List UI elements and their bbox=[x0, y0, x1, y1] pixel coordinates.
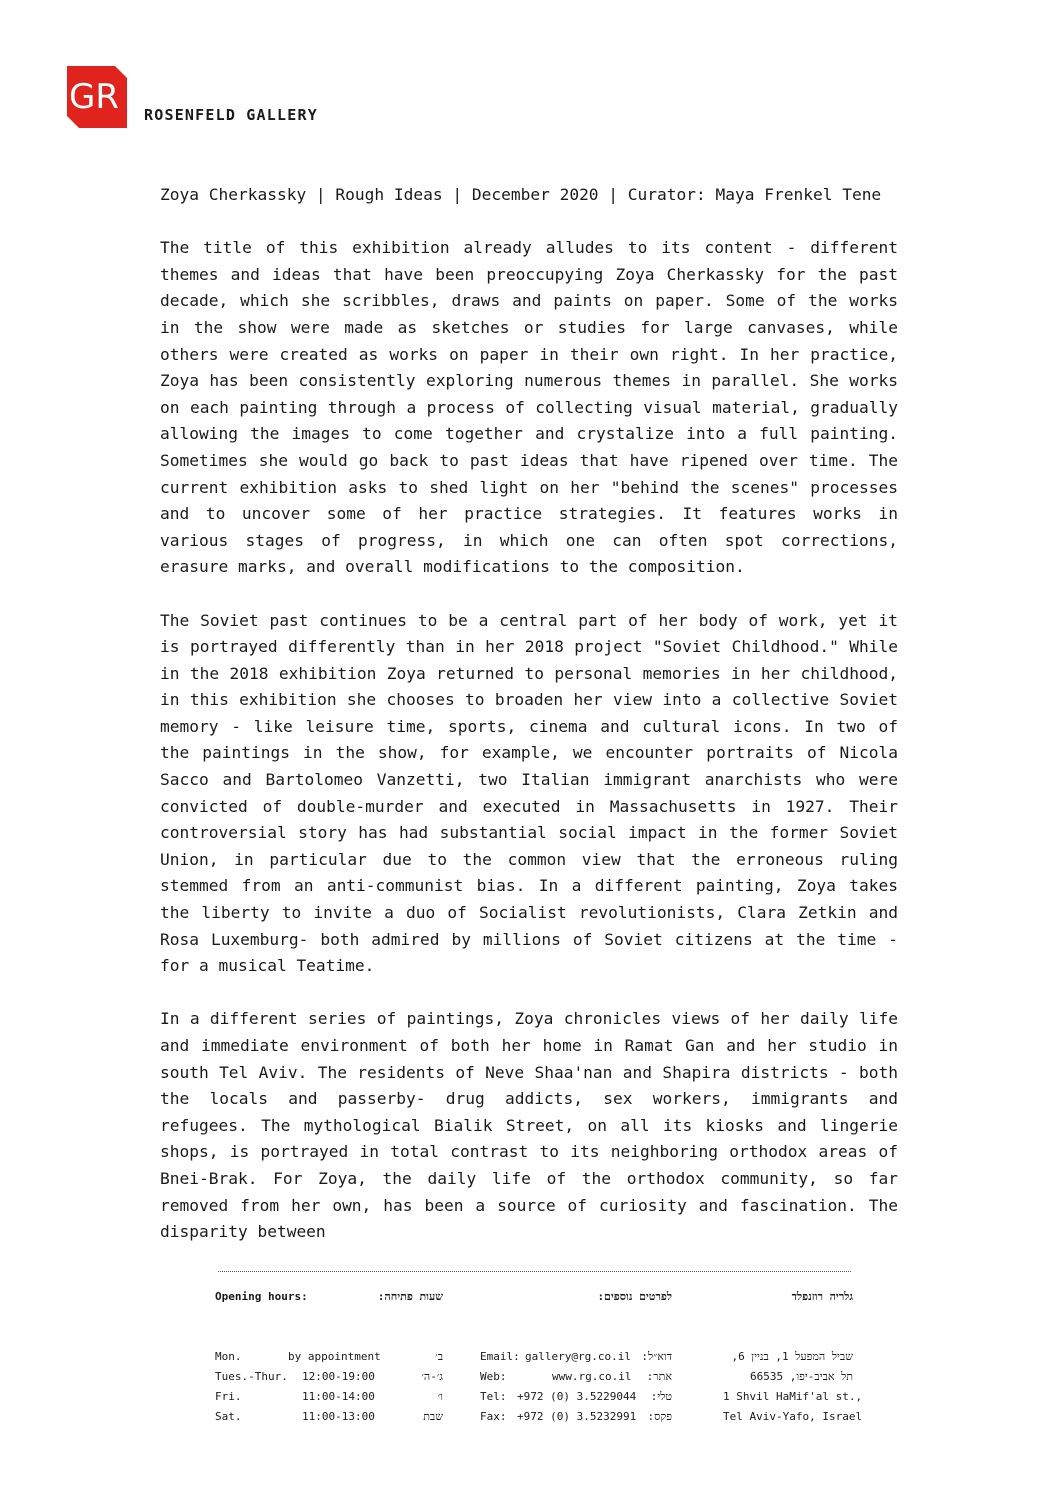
footer-divider bbox=[218, 1271, 851, 1272]
hours-time: 11:00-13:00 bbox=[302, 1410, 375, 1423]
hours-day-he: ב׳ bbox=[435, 1350, 443, 1363]
address-line: 1 Shvil HaMif'al st., bbox=[723, 1390, 863, 1403]
hours-day: Fri. bbox=[215, 1390, 242, 1403]
fax-number: +972 (0) 3.5232991 bbox=[517, 1410, 637, 1423]
gallery-logo bbox=[67, 66, 127, 128]
press-release bbox=[160, 182, 898, 1246]
hours-day: Mon. bbox=[215, 1350, 242, 1363]
email-link[interactable]: gallery@rg.co.il bbox=[525, 1350, 631, 1363]
address-line: שביל המפעל 1, בניין 6, bbox=[731, 1350, 853, 1363]
hours-day-he: ג׳-ה׳ bbox=[421, 1370, 443, 1383]
hours-time: 12:00-19:00 bbox=[302, 1370, 375, 1383]
contact-label-he: פקס: bbox=[647, 1410, 672, 1423]
contact-label-he: דוא״ל: bbox=[641, 1350, 672, 1363]
hours-time: by appointment bbox=[288, 1350, 381, 1363]
hours-day: Tues.-Thur. bbox=[215, 1370, 288, 1383]
address-line: Tel Aviv-Yafo, Israel bbox=[723, 1410, 863, 1423]
logo-letters: GR bbox=[69, 77, 119, 117]
hours-day: Sat. bbox=[215, 1410, 242, 1423]
paragraph: The Soviet past continues to be a central part of her body of work, yet it is portrayed differently than in her 2018 project "Soviet Childhood." While in the 2018 exhibition Zoya returned to personal memories in her childhood, in this exhibition she chooses to broaden her view into a collective Soviet memory - like leisure time, sports, cinema and cultural icons. In two of the paintings in the show, for example, we encounter portraits of Nicola Sacco and Bartolomeo Vanzetti, two Italian immigrant anarchists who were convicted of double-murder and executed in Massachusetts in 1927. Their controversial story has had substantial social impact in the former Soviet Union, in particular due to the common view that the erroneous ruling stemmed from an anti-communist bias. In a different painting, Zoya takes the liberty to invite a duo of Socialist revolutionists, Clara Zetkin and Rosa Luxemburg- both admired by millions of Soviet citizens at the time - for a musical Teatime. bbox=[160, 610, 898, 976]
document-heading: Zoya Cherkassky | Rough Ideas | December 2020 | Curator: Maya Frenkel Tene bbox=[160, 185, 882, 204]
paragraph: The title of this exhibition already alludes to its content - different themes and ideas that have been preoccupying Zoya Cherkassky for the past decade, which she scribbles, draws and paints on paper. Some of the works in the show were made as sketches or studies for large canvases, while others were created as works on paper in their own right. In her practice, Zoya has been consistently exploring numerous themes in parallel. She works on each painting through a process of collecting visual material, gradually allowing the images to come together and crystalize into a full painting. Sometimes she would go back to past ideas that have ripened over time. The current exhibition asks to shed light on her "behind the scenes" processes and to uncover some of her practice strategies. It features works in various stages of progress, in which one can often spot corrections, erasure marks, and overall modifications to the composition. bbox=[160, 238, 898, 577]
more-details-label-he: לפרטים נוספים: bbox=[597, 1290, 672, 1303]
opening-hours-label: Opening hours: bbox=[215, 1290, 308, 1303]
hours-time: 11:00-14:00 bbox=[302, 1390, 375, 1403]
phone-number: +972 (0) 3.5229044 bbox=[517, 1390, 637, 1403]
website-link[interactable]: www.rg.co.il bbox=[552, 1370, 632, 1383]
gallery-name: ROSENFELD GALLERY bbox=[144, 106, 318, 124]
address-line: תל אביב-יפו, 66535 bbox=[749, 1370, 853, 1383]
hours-day-he: ו׳ bbox=[437, 1390, 443, 1403]
hours-day-he: שבת bbox=[423, 1410, 443, 1423]
contact-label: Tel: bbox=[480, 1390, 507, 1403]
contact-label: Fax: bbox=[480, 1410, 507, 1423]
paragraph: In a different series of paintings, Zoya chronicles views of her daily life and immediate environment of both her home in Ramat Gan and her studio in south Tel Aviv. The residents of Neve Shaa'nan and Shapira districts - both the locals and passerby- drug addicts, sex workers, immigrants and refugees. The mythological Bialik Street, on all its kiosks and lingerie shops, is portrayed in total contrast to its neighboring orthodox areas of Bnei-Brak. For Zoya, the daily life of the orthodox community, so far removed from her own, has been a source of curiosity and fascination. The disparity between bbox=[160, 1009, 898, 1242]
contact-label-he: אתר: bbox=[646, 1370, 672, 1383]
contact-label-he: טלי: bbox=[650, 1390, 672, 1403]
contact-label: Web: bbox=[480, 1370, 507, 1383]
opening-hours-label-he: שעות פתיחה: bbox=[377, 1290, 443, 1303]
rg-logo-icon bbox=[67, 66, 127, 128]
footer bbox=[215, 1288, 863, 1423]
gallery-name-he: גלריה רוזנפלד bbox=[791, 1290, 853, 1303]
contact-label: Email: bbox=[480, 1350, 520, 1363]
